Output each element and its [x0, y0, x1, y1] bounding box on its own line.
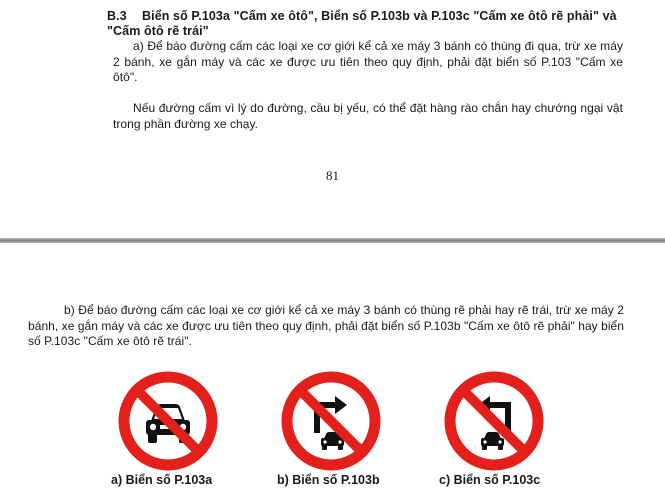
no-left-turn-for-cars-sign-icon [444, 371, 544, 471]
no-cars-sign-icon [118, 371, 218, 471]
paragraph-a: a) Để báo đường cấm các loại xe cơ giới kể cả xe máy 3 bánh có thùng đi qua, trừ xe máy 2 bánh, xe gắn máy và các xe được ưu tiên theo quy định, phải đặt biển số P.103 "Cấm xe ôtô". [113, 39, 623, 84]
document-page-bottom [0, 243, 665, 494]
sign-caption-p103b: b) Biển số P.103b [277, 473, 380, 487]
sign-caption-p103a: a) Biển số P.103a [111, 473, 213, 487]
document-page-top [0, 0, 665, 238]
paragraph-note: Nếu đường cấm vì lý do đường, cầu bị yếu, có thể đặt hàng rào chắn hay chướng ngại vật trong phần đường xe chạy. [113, 101, 623, 131]
no-right-turn-for-cars-sign-icon [281, 371, 381, 471]
section-heading [107, 9, 627, 39]
page-number: 81 [326, 168, 339, 183]
section-title: Biển số P.103a "Cấm xe ôtô", Biển số P.103b và P.103c "Cấm xe ôtô rẽ phải" và "Cấm ôtô rẽ trái" [107, 9, 617, 38]
paragraph-b: b) Để báo đường cấm các loại xe cơ giới kể cả xe máy 3 bánh có thùng rẽ phải hay rẽ trái, trừ xe máy 2 bánh, xe gắn máy và các xe được ưu tiên theo quy định, phải đặt biển số P.103b "Cấm xe ôtô rẽ phải" hay biển số P.103c "Cấm xe ôtô rẽ trái". [28, 303, 625, 348]
section-number: B.3 [107, 9, 127, 23]
sign-caption-p103c: c) Biển số P.103c [439, 473, 541, 487]
